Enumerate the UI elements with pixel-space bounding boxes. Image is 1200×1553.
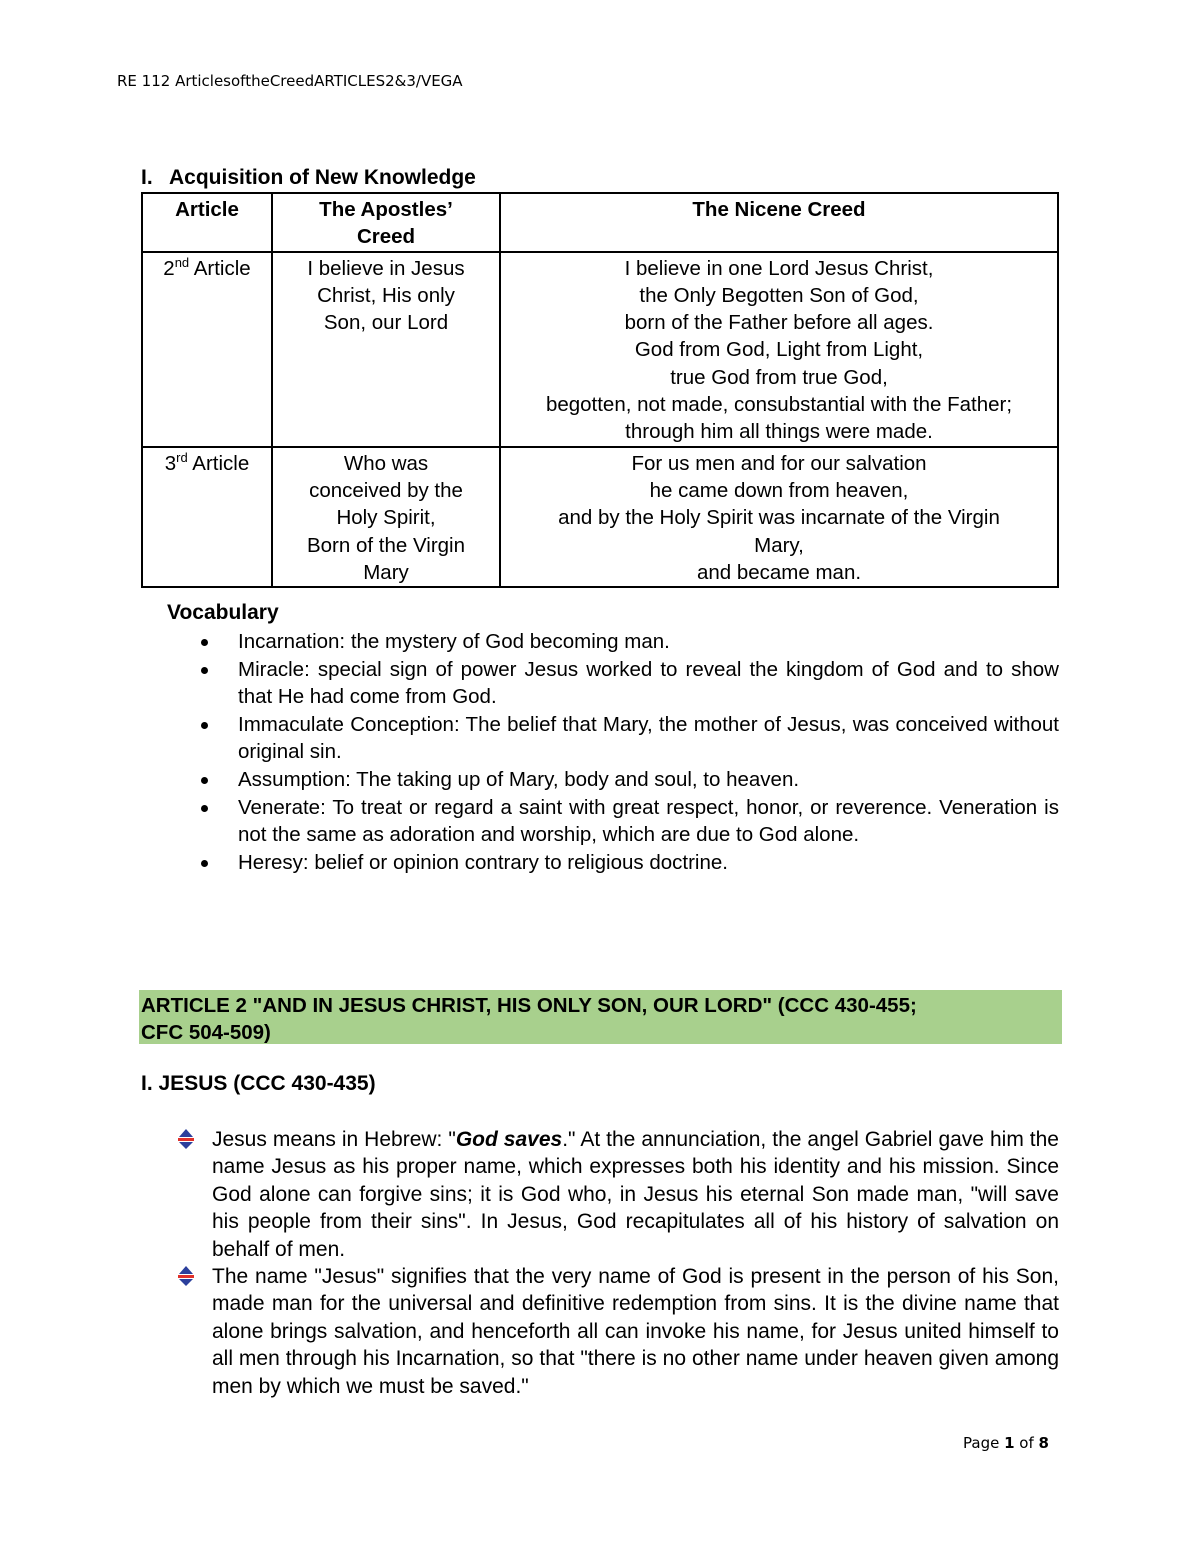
footer-label: of xyxy=(1014,1434,1039,1452)
header-apostles-line: The Apostles’ xyxy=(319,198,453,221)
vocabulary-text: Immaculate Conception: The belief that Mary, the mother of Jesus, was conceived without original sin. xyxy=(238,712,1059,764)
section-title-text: Acquisition of New Knowledge xyxy=(169,166,476,189)
page-header: RE 112 ArticlesoftheCreedARTICLES2&3/VEGA xyxy=(117,72,463,90)
table-row xyxy=(142,252,1058,447)
list-item xyxy=(201,794,1059,849)
list-item xyxy=(201,628,1059,656)
vocabulary-text: Venerate: To treat or regard a saint with great respect, honor, or reverence. Veneration is not the same as adoration and worship, which are due to God alone. xyxy=(238,795,1059,847)
cell-line: Christ, His only xyxy=(317,283,455,307)
vocabulary-text: Miracle: special sign of power Jesus worked to reveal the kingdom of God and to show that He had come from God. xyxy=(238,657,1059,709)
bullet-icon xyxy=(201,667,208,674)
page-footer xyxy=(963,1434,1049,1452)
bullet-icon xyxy=(201,639,208,646)
section-heading xyxy=(141,166,476,190)
cell-line: I believe in Jesus xyxy=(307,256,465,280)
cell-line: the Only Begotten Son of God, xyxy=(639,283,919,307)
table-row xyxy=(142,447,1058,587)
point-text: The name "Jesus" signifies that the very name of God is present in the person of his Son, made man for the universal and definitive redemption from sins. It is the divine name that alone brings salvation, and henceforth all can invoke his name, for Jesus united himself to all men through his Incarnation, so that "there is no other name under heaven given among men by which we must be saved." xyxy=(212,1265,1059,1398)
footer-label: Page xyxy=(963,1434,1005,1452)
section-number: I. xyxy=(141,166,153,189)
cell-line: I believe in one Lord Jesus Christ, xyxy=(624,256,934,280)
vocabulary-list xyxy=(201,628,1059,876)
table-header-row xyxy=(142,193,1058,252)
cell-line: he came down from heaven, xyxy=(649,478,909,502)
cell-apostles xyxy=(272,447,500,587)
cell-apostles xyxy=(272,252,500,447)
article-word: Article xyxy=(187,451,250,475)
bullet-icon xyxy=(201,805,208,812)
cell-line: through him all things were made. xyxy=(625,420,933,444)
banner-line: ARTICLE 2 "AND IN JESUS CHRIST, HIS ONLY SON, OUR LORD" (CCC 430-455; xyxy=(141,994,917,1017)
jesus-points xyxy=(175,1126,1059,1400)
cell-line: born of the Father before all ages. xyxy=(624,311,934,335)
article-ordinal-suffix: rd xyxy=(176,449,188,465)
cell-line: Son, our Lord xyxy=(323,311,449,335)
list-item xyxy=(175,1263,1059,1400)
header-article: Article xyxy=(142,193,272,252)
bullet-icon xyxy=(201,722,208,729)
page-total: 8 xyxy=(1038,1434,1049,1452)
cell-article xyxy=(142,252,272,447)
cell-nicene xyxy=(500,252,1058,447)
cell-line: conceived by the xyxy=(309,478,463,502)
cell-line: God from God, Light from Light, xyxy=(634,338,924,362)
header-apostles-line: Creed xyxy=(356,225,416,249)
header-nicene-creed: The Nicene Creed xyxy=(500,193,1058,252)
cell-line: true God from true God, xyxy=(670,365,888,389)
cell-line: Mary, xyxy=(754,533,804,557)
cell-line: Mary xyxy=(363,560,409,584)
article-word: Article xyxy=(189,256,251,280)
list-item xyxy=(201,656,1059,711)
cell-line: and by the Holy Spirit was incarnate of the Virgin xyxy=(558,506,1000,530)
cell-article xyxy=(142,447,272,587)
list-item xyxy=(201,766,1059,794)
vocabulary-text: Assumption: The taking up of Mary, body and soul, to heaven. xyxy=(238,767,800,791)
article-banner xyxy=(139,990,1062,1044)
cell-line: Who was xyxy=(343,451,429,475)
page-number: 1 xyxy=(1004,1434,1015,1452)
cell-line: Holy Spirit, xyxy=(336,506,436,530)
article-ordinal-suffix: nd xyxy=(174,254,190,270)
article-ordinal: 3 xyxy=(164,451,177,475)
cell-nicene xyxy=(500,447,1058,587)
cell-line: For us men and for our salvation xyxy=(631,451,927,475)
banner-line: CFC 504-509) xyxy=(141,1021,271,1044)
cell-line: and became man. xyxy=(696,560,862,584)
arrow-bullet-icon xyxy=(175,1265,197,1287)
subsection-heading: I. JESUS (CCC 430-435) xyxy=(141,1072,376,1095)
arrow-bullet-icon xyxy=(175,1128,197,1150)
list-item xyxy=(201,711,1059,766)
vocabulary-heading: Vocabulary xyxy=(167,601,279,624)
vocabulary-text: Heresy: belief or opinion contrary to religious doctrine. xyxy=(238,850,728,874)
bullet-icon xyxy=(201,777,208,784)
list-item xyxy=(175,1126,1059,1263)
vocabulary-text: Incarnation: the mystery of God becoming man. xyxy=(238,630,670,653)
bullet-icon xyxy=(201,860,208,867)
point-text: ." At the annunciation, the angel Gabriel gave him the name Jesus as his proper name, which expresses both his identity and his mission. Since God alone can forgive sins; it is God who, in Jesus his eternal Son made man, "will save his people from their sins". In Jesus, God recapitulates all of his history of salvation on behalf of men. xyxy=(212,1128,1059,1261)
cell-line: Born of the Virgin xyxy=(306,533,466,557)
point-text: Jesus means in Hebrew: " xyxy=(212,1128,456,1151)
emphasis-text: God saves xyxy=(455,1128,563,1151)
cell-line: begotten, not made, consubstantial with the Father; xyxy=(545,393,1013,417)
article-ordinal: 2 xyxy=(163,256,175,280)
header-apostles-creed xyxy=(272,193,500,252)
creed-table xyxy=(141,192,1059,588)
list-item xyxy=(201,849,1059,877)
